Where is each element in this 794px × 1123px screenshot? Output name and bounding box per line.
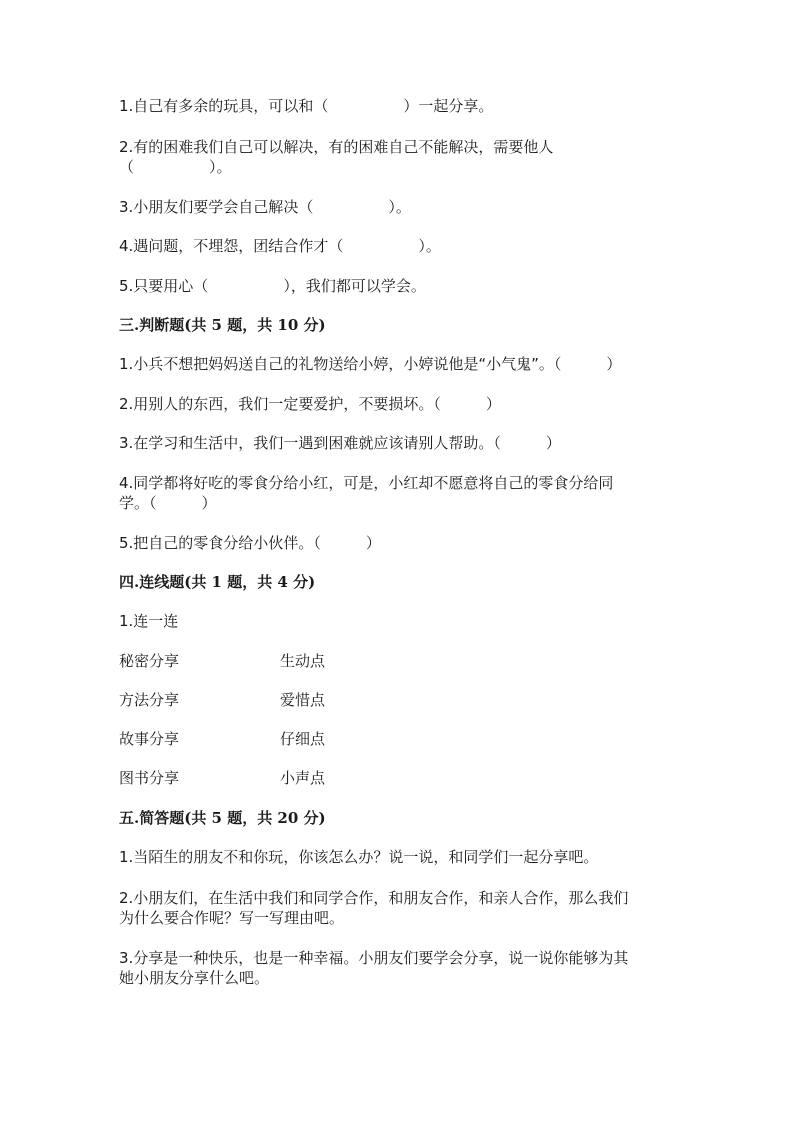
matching-right-item: 仔细点 xyxy=(280,730,326,748)
fill-question-5: 5.只要用心（ ），我们都可以学会。 xyxy=(119,277,426,295)
matching-right-item: 小声点 xyxy=(280,769,326,787)
section-heading-short-answer: 五.简答题(共 5 题，共 20 分) xyxy=(119,809,326,827)
section-heading-judge: 三.判断题(共 5 题，共 10 分) xyxy=(119,316,326,334)
matching-right-item: 生动点 xyxy=(280,652,326,670)
matching-left-item: 方法分享 xyxy=(119,691,180,709)
short-answer-question-2-line-2: 为什么要合作呢？写一写理由吧。 xyxy=(119,909,345,927)
short-answer-question-2-line-1: 2.小朋友们，在生活中我们和同学合作，和朋友合作，和亲人合作，那么我们 xyxy=(119,889,629,907)
fill-question-3: 3.小朋友们要学会自己解决（ ）。 xyxy=(119,198,411,216)
matching-left-item: 故事分享 xyxy=(119,730,180,748)
section-heading-matching: 四.连线题(共 1 题，共 4 分) xyxy=(119,573,316,591)
fill-question-4: 4.遇问题，不埋怨，团结合作才（ ）。 xyxy=(119,237,441,255)
judge-question-3: 3.在学习和生活中，我们一遇到困难就应该请别人帮助。（ ） xyxy=(119,434,561,452)
matching-right-item: 爱惜点 xyxy=(280,691,326,709)
fill-question-2-line-2: （ ）。 xyxy=(119,158,232,176)
judge-question-5: 5.把自己的零食分给小伙伴。（ ） xyxy=(119,534,381,552)
short-answer-question-3-line-2: 她小朋友分享什么吧。 xyxy=(119,969,270,987)
fill-question-1: 1.自己有多余的玩具，可以和（ ）一起分享。 xyxy=(119,97,494,115)
short-answer-question-1: 1.当陌生的朋友不和你玩，你该怎么办？说一说，和同学们一起分享吧。 xyxy=(119,848,599,866)
matching-left-item: 秘密分享 xyxy=(119,652,180,670)
judge-question-4-line-2: 学。（ ） xyxy=(119,494,217,512)
fill-question-2-line-1: 2.有的困难我们自己可以解决，有的困难自己不能解决，需要他人 xyxy=(119,138,554,156)
matching-question-1: 1.连一连 xyxy=(119,612,179,630)
matching-left-item: 图书分享 xyxy=(119,769,180,787)
judge-question-4-line-1: 4.同学都将好吃的零食分给小红，可是，小红却不愿意将自己的零食分给同 xyxy=(119,474,614,492)
judge-question-2: 2.用别人的东西，我们一定要爱护，不要损坏。（ ） xyxy=(119,395,501,413)
judge-question-1: 1.小兵不想把妈妈送自己的礼物送给小婷，小婷说他是“小气鬼”。（ ） xyxy=(119,355,622,373)
short-answer-question-3-line-1: 3.分享是一种快乐，也是一种幸福。小朋友们要学会分享，说一说你能够为其 xyxy=(119,949,629,967)
